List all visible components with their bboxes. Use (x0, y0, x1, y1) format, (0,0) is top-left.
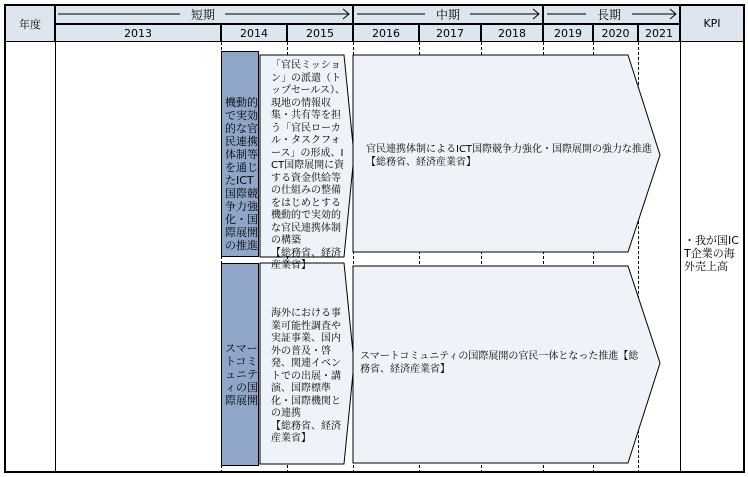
row2-theme-label: スマートコミュニティの国際展開 (225, 342, 258, 407)
year-2019: 2019 (543, 24, 593, 42)
row1-short-text: 「官民ミッション」の派遣（トップセールス）、現地の情報収集・共有等を担う「官民ローカル・タスクフォース」の形成、ICT国際展開に資する資金供給等の仕組みの整備をはじめとする機動的で実効的な官民連携体制の構築 【総務省、経済産業省】 (271, 60, 345, 271)
row2-short-text: 海外における事業可能性調査や実証事業、国内外の普及・啓発、関連イベントでの出展・講演、国際標準化・国際機関との連携 【総務省、経済産業省】 (271, 308, 341, 444)
year-2020: 2020 (593, 24, 638, 42)
row1-theme-bar (221, 51, 259, 257)
year-2018: 2018 (481, 24, 543, 42)
phase-long-label: 長期 (596, 8, 621, 22)
row2-long-text: スマートコミュニティの国際展開の官民一体となった推進【総務省、経済産業省】 (360, 351, 639, 375)
phase-short-label: 短期 (190, 8, 215, 22)
phase-mid-label: 中期 (435, 8, 460, 22)
year-2014: 2014 (221, 24, 287, 42)
kpi-header: KPI (680, 5, 744, 42)
row2-theme-bar (221, 263, 259, 466)
kpi-text: ・我が国ICT企業の海外売上高 (684, 234, 739, 273)
year-header: 年度 (5, 5, 55, 42)
year-2021: 2021 (638, 24, 680, 42)
year-2013: 2013 (55, 24, 221, 42)
row1-theme-label: 機動的で実効的な官民連携体制等を通じたICT国際競争力強化・国際展開の推進 (225, 96, 258, 252)
year-2017: 2017 (419, 24, 481, 42)
row1-long-text: 官民連携体制によるICT国際競争力強化・国際展開の強力な推進 【総務省、経済産業省】 (366, 144, 653, 168)
year-2015: 2015 (287, 24, 353, 42)
year-2016: 2016 (353, 24, 419, 42)
